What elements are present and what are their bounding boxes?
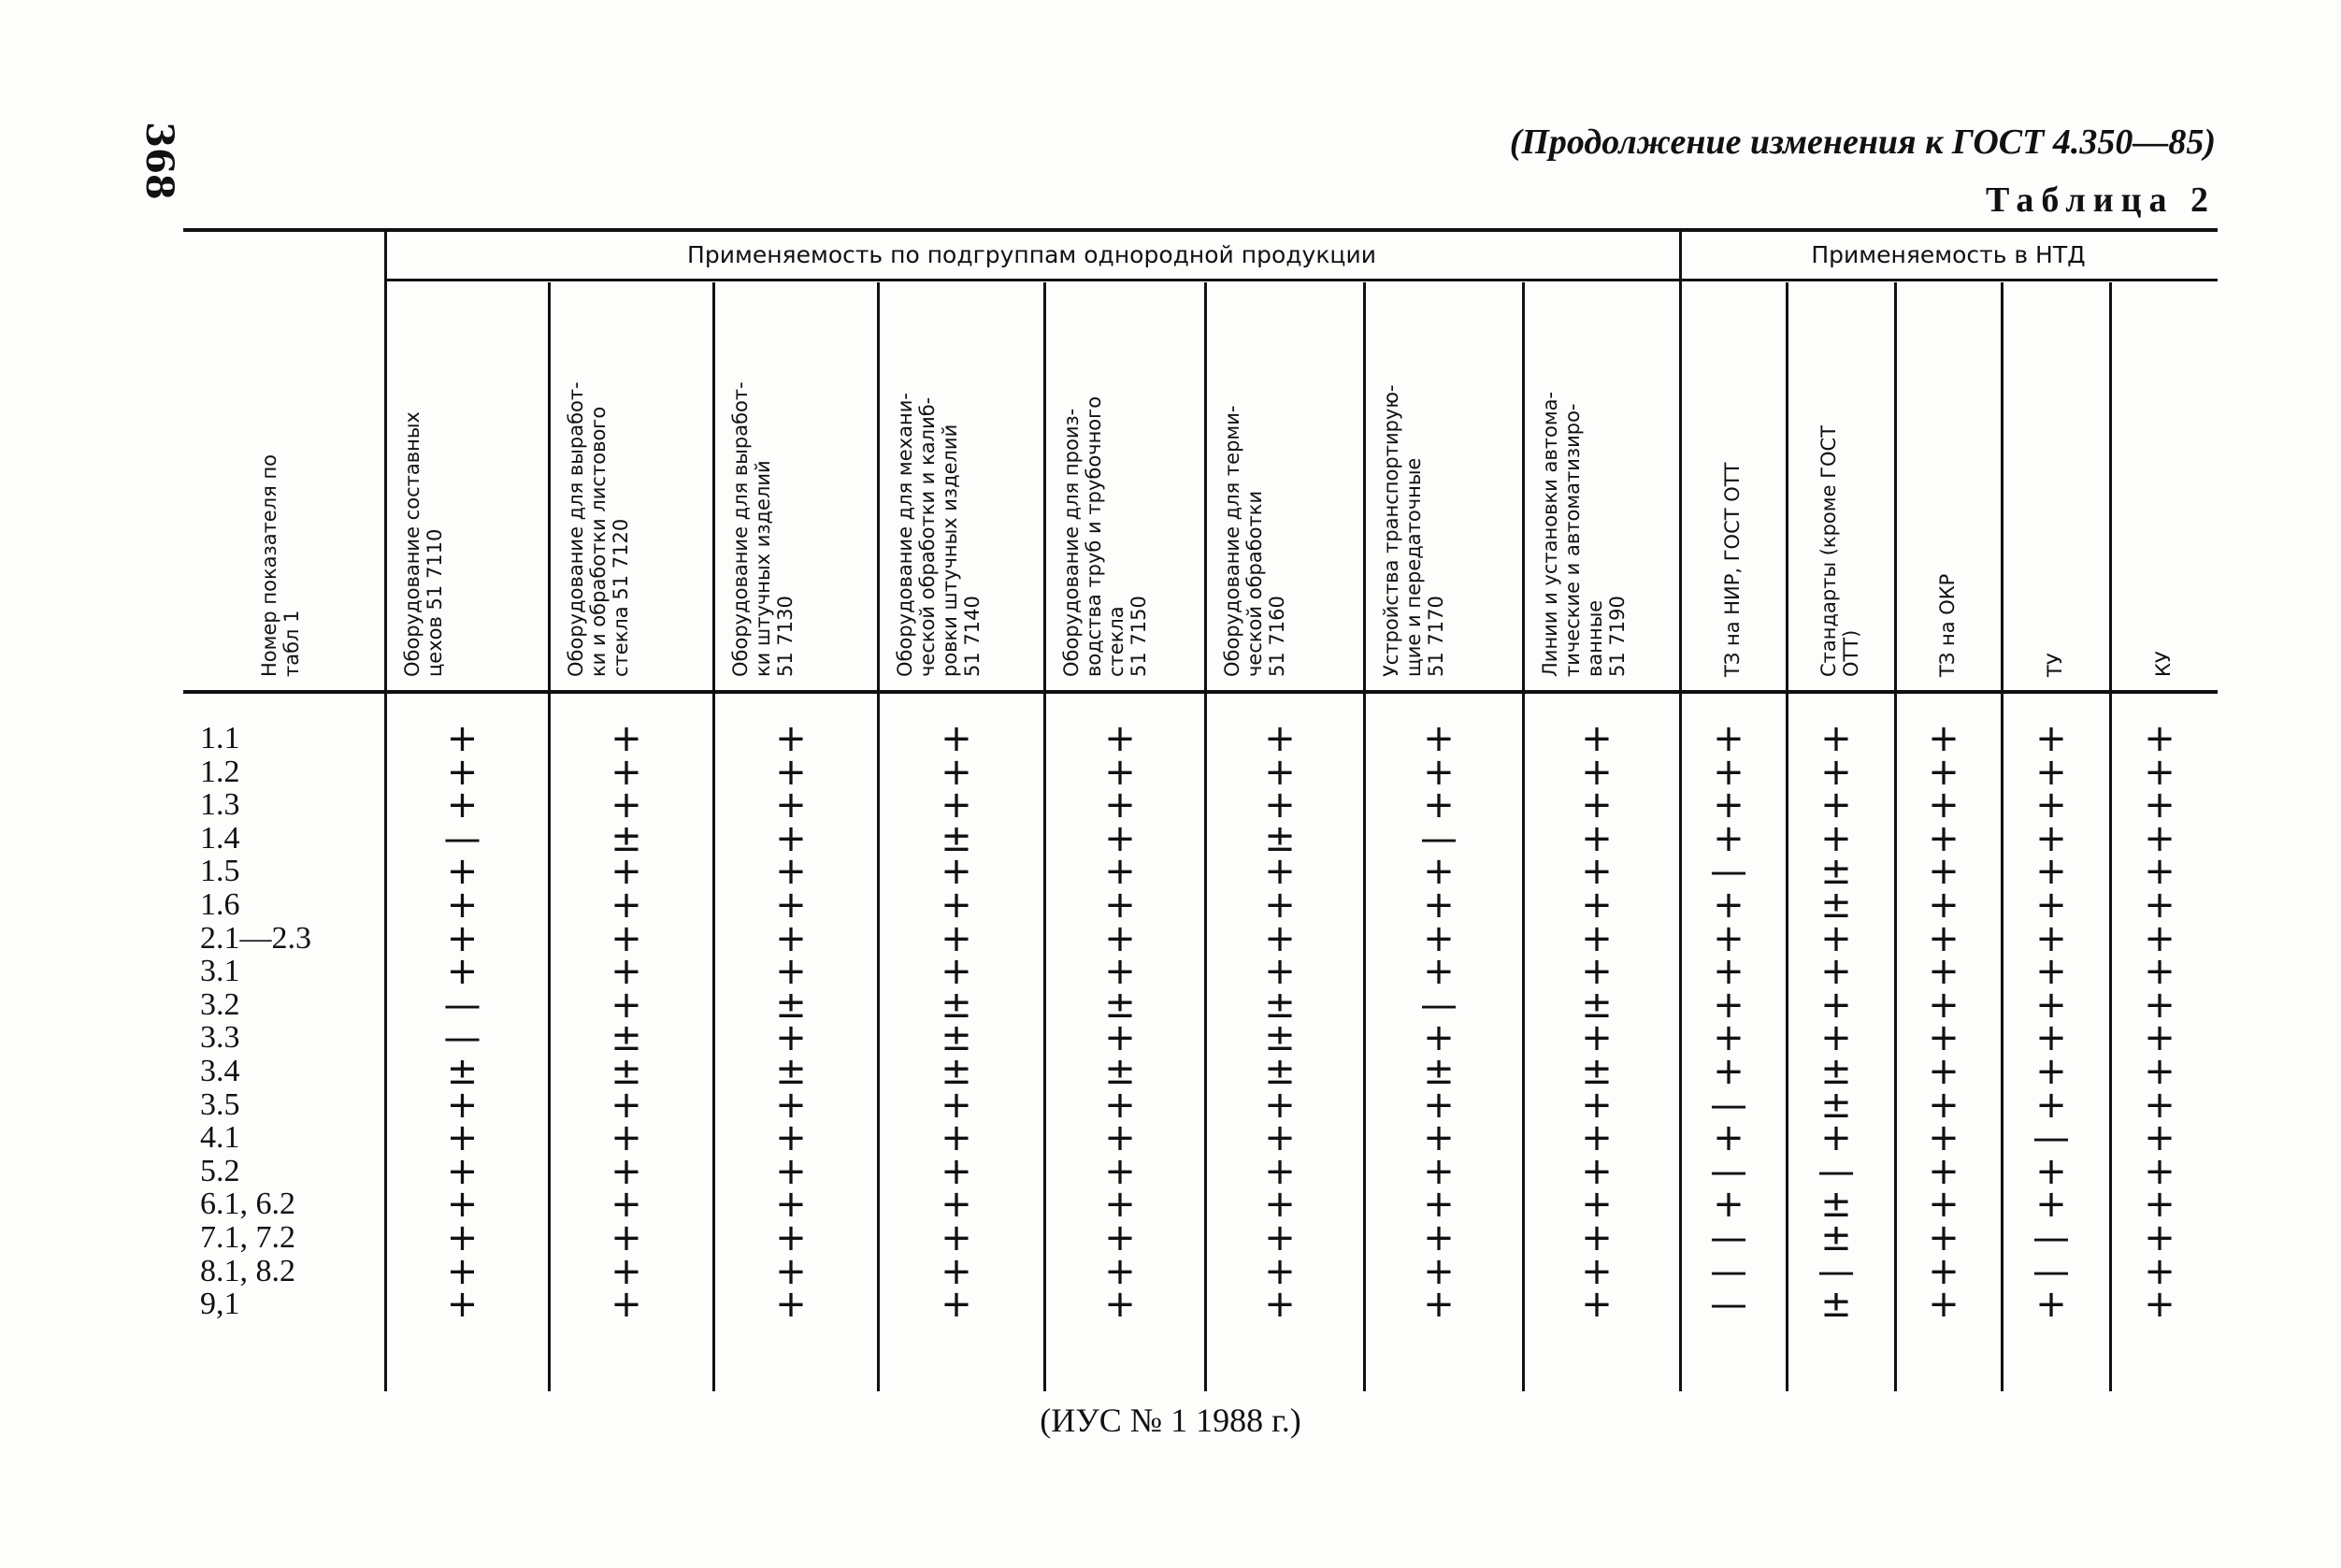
table-cell-mark: + <box>2144 884 2176 927</box>
table-cell-mark: + <box>1820 750 1852 794</box>
table-cell-mark: + <box>1264 916 1296 960</box>
table-cell-mark: + <box>941 750 972 794</box>
table-cell-mark: — <box>1817 1249 1855 1293</box>
page-number: 368 <box>137 122 181 200</box>
table-cell-mark: + <box>1820 1016 1852 1060</box>
column-header: Оборудование для выработ- ки и обработки листового стекла 51 7120 <box>565 381 632 677</box>
table-cell-mark: + <box>775 1283 807 1327</box>
table-cell-mark: + <box>1104 784 1136 827</box>
table-cell-mark: + <box>1820 1116 1852 1160</box>
table-cell-mark: + <box>1928 1249 1960 1293</box>
table-cell-mark: — <box>443 1016 481 1060</box>
table-cell-mark: + <box>1713 784 1745 827</box>
row-number: 1.5 <box>200 854 240 889</box>
table-cell-mark: + <box>2035 850 2067 894</box>
table-cell-mark: + <box>1928 1216 1960 1259</box>
row-number: 1.1 <box>200 721 240 755</box>
table-cell-mark: ± <box>1423 1050 1455 1093</box>
table-cell-mark: + <box>941 916 972 960</box>
table-cell-mark: ± <box>775 1050 807 1093</box>
table-cell-mark: + <box>1264 1116 1296 1160</box>
table-cell-mark: + <box>2144 1116 2176 1160</box>
table-cell-mark: + <box>1928 1016 1960 1060</box>
table-cell-mark: + <box>610 784 642 827</box>
table-cell-mark: — <box>1710 850 1747 894</box>
table-cell-mark: ± <box>941 1050 972 1093</box>
table-cell-mark: + <box>941 1249 972 1293</box>
table-cell-mark: + <box>1423 784 1455 827</box>
table-cell-mark: + <box>1104 717 1136 760</box>
table-cell-mark: + <box>446 950 479 994</box>
table-cell-mark: + <box>2144 784 2176 827</box>
table-cell-mark: + <box>1104 1016 1136 1060</box>
table-cell-mark: + <box>1928 1083 1960 1127</box>
column-divider <box>548 282 551 1391</box>
table-cell-mark: ± <box>610 1016 642 1060</box>
group-header-subgroups: Применяемость по подгруппам однородной продукции <box>687 241 1376 268</box>
column-divider <box>1363 282 1366 1391</box>
column-divider <box>1522 282 1525 1391</box>
table-cell-mark: + <box>1581 1216 1613 1259</box>
table-cell-mark: + <box>1928 1149 1960 1193</box>
footer-note: (ИУС № 1 1988 г.) <box>1040 1402 1301 1439</box>
table-cell-mark: + <box>1423 1149 1455 1193</box>
table-cell-mark: + <box>1581 950 1613 994</box>
row-number: 8.1, 8.2 <box>200 1253 295 1288</box>
row-number: 5.2 <box>200 1153 240 1188</box>
table-cell-mark: + <box>1928 916 1960 960</box>
group-header-ntd: Применяемость в НТД <box>1811 241 2086 268</box>
table-cell-mark: — <box>2032 1116 2070 1160</box>
table-cell-mark: + <box>1820 784 1852 827</box>
table-cell-mark: + <box>1104 1183 1136 1227</box>
table-cell-mark: + <box>1713 983 1745 1027</box>
table-cell-mark: + <box>1713 916 1745 960</box>
table-cell-mark: + <box>1581 884 1613 927</box>
table-cell-mark: ± <box>446 1050 479 1093</box>
table-cell-mark: + <box>775 717 807 760</box>
table-cell-mark: + <box>1423 750 1455 794</box>
table-cell-mark: + <box>446 1249 479 1293</box>
table-cell-mark: + <box>1928 884 1960 927</box>
row-number: 7.1, 7.2 <box>200 1220 295 1255</box>
table-cell-mark: + <box>775 784 807 827</box>
table-cell-mark: + <box>1713 750 1745 794</box>
table-cell-mark: + <box>1264 950 1296 994</box>
column-divider <box>877 282 880 1391</box>
table-cell-mark: + <box>1423 717 1455 760</box>
table-cell-mark: + <box>1581 850 1613 894</box>
table-cell-mark: + <box>610 1283 642 1327</box>
row-number: 2.1—2.3 <box>200 920 311 956</box>
table-cell-mark: + <box>1581 784 1613 827</box>
column-header: Номер показателя по табл 1 <box>258 453 303 677</box>
group-header-rule-right <box>1679 279 2218 281</box>
table-cell-mark: + <box>610 1083 642 1127</box>
table-cell-mark: + <box>446 784 479 827</box>
table-cell-mark: + <box>941 950 972 994</box>
header-bottom-rule <box>183 690 2218 694</box>
table-cell-mark: + <box>1423 850 1455 894</box>
table-cell-mark: — <box>1710 1216 1747 1259</box>
table-cell-mark: + <box>446 750 479 794</box>
table-cell-mark: + <box>1264 784 1296 827</box>
table-cell-mark: + <box>1928 1050 1960 1093</box>
table-cell-mark: + <box>2035 983 2067 1027</box>
table-cell-mark: + <box>1264 1149 1296 1193</box>
table-cell-mark: + <box>941 1216 972 1259</box>
table-cell-mark: + <box>2035 750 2067 794</box>
table-cell-mark: + <box>1581 1149 1613 1193</box>
column-header: ТЗ на НИР, ГОСТ ОТТ <box>1721 462 1744 677</box>
table-cell-mark: + <box>446 1216 479 1259</box>
table-cell-mark: + <box>2035 784 2067 827</box>
table-cell-mark: + <box>775 950 807 994</box>
table-cell-mark: + <box>1423 916 1455 960</box>
table-cell-mark: + <box>610 850 642 894</box>
table-cell-mark: + <box>1104 1083 1136 1127</box>
group-header-rule-left <box>384 279 1679 281</box>
table-cell-mark: + <box>941 884 972 927</box>
table-cell-mark: ± <box>941 816 972 860</box>
column-header: Оборудование для механи- ческой обработки и калиб- ровки штучных изделий 51 7140 <box>894 393 984 677</box>
table-cell-mark: + <box>2035 717 2067 760</box>
table-cell-mark: ± <box>1820 1183 1852 1227</box>
table-cell-mark: + <box>2144 1249 2176 1293</box>
table-cell-mark: + <box>1423 884 1455 927</box>
table-cell-mark: — <box>1710 1283 1747 1327</box>
table-cell-mark: + <box>1820 916 1852 960</box>
table-cell-mark: ± <box>1264 816 1296 860</box>
table-cell-mark: + <box>2144 983 2176 1027</box>
table-cell-mark: ± <box>775 983 807 1027</box>
table-cell-mark: + <box>610 1116 642 1160</box>
row-number: 6.1, 6.2 <box>200 1187 295 1222</box>
column-divider <box>712 282 715 1391</box>
table-cell-mark: + <box>2144 950 2176 994</box>
table-cell-mark: + <box>1423 950 1455 994</box>
table-cell-mark: + <box>941 1283 972 1327</box>
table-cell-mark: — <box>443 816 481 860</box>
table-cell-mark: — <box>1710 1083 1747 1127</box>
table-cell-mark: + <box>775 750 807 794</box>
row-number: 9,1 <box>200 1287 240 1322</box>
table-cell-mark: + <box>2144 850 2176 894</box>
table-cell-mark: + <box>610 1149 642 1193</box>
table-cell-mark: + <box>775 1149 807 1193</box>
table-cell-mark: + <box>1423 1016 1455 1060</box>
table-cell-mark: + <box>2035 1283 2067 1327</box>
column-header: Оборудование для терми- ческой обработки 51 7160 <box>1221 405 1288 677</box>
table-cell-mark: ± <box>1820 850 1852 894</box>
column-divider <box>1894 282 1897 1391</box>
table-cell-mark: + <box>610 717 642 760</box>
table-cell-mark: — <box>1420 983 1458 1027</box>
table-cell-mark: + <box>1928 950 1960 994</box>
column-header: Стандарты (кроме ГОСТ ОТТ) <box>1817 424 1862 677</box>
table-cell-mark: + <box>1713 1116 1745 1160</box>
row-number: 3.3 <box>200 1020 240 1056</box>
table-cell-mark: + <box>1713 717 1745 760</box>
table-cell-mark: — <box>2032 1249 2070 1293</box>
table-cell-mark: + <box>446 1283 479 1327</box>
table-cell-mark: + <box>1928 850 1960 894</box>
table-cell-mark: + <box>775 1216 807 1259</box>
table-cell-mark: + <box>2144 1216 2176 1259</box>
table-cell-mark: + <box>1713 1016 1745 1060</box>
table-cell-mark: + <box>1423 1083 1455 1127</box>
table-cell-mark: + <box>1264 1249 1296 1293</box>
table-cell-mark: + <box>1104 1216 1136 1259</box>
table-cell-mark: + <box>1713 1050 1745 1093</box>
table-cell-mark: + <box>1104 916 1136 960</box>
table-cell-mark: + <box>446 717 479 760</box>
table-cell-mark: + <box>941 1183 972 1227</box>
row-number: 1.4 <box>200 820 240 856</box>
table-cell-mark: + <box>941 784 972 827</box>
table-cell-mark: + <box>1928 983 1960 1027</box>
table-cell-mark: + <box>941 850 972 894</box>
table-cell-mark: + <box>1581 1083 1613 1127</box>
table-cell-mark: + <box>446 884 479 927</box>
table-cell-mark: ± <box>1820 1283 1852 1327</box>
table-cell-mark: ± <box>941 1016 972 1060</box>
table-cell-mark: + <box>941 1083 972 1127</box>
table-cell-mark: + <box>775 816 807 860</box>
table-cell-mark: + <box>1713 950 1745 994</box>
table-cell-mark: ± <box>1820 884 1852 927</box>
table-cell-mark: ± <box>610 816 642 860</box>
table-cell-mark: + <box>2035 950 2067 994</box>
table-cell-mark: + <box>610 1183 642 1227</box>
table-cell-mark: + <box>610 983 642 1027</box>
table-cell-mark: + <box>2144 816 2176 860</box>
table-cell-mark: + <box>1423 1216 1455 1259</box>
table-cell-mark: + <box>1264 717 1296 760</box>
table-cell-mark: ± <box>1581 983 1613 1027</box>
table-cell-mark: + <box>610 1249 642 1293</box>
table-cell-mark: + <box>1423 1249 1455 1293</box>
column-divider <box>2001 282 2003 1391</box>
table-cell-mark: + <box>1928 1283 1960 1327</box>
table-cell-mark: + <box>1423 1283 1455 1327</box>
table-cell-mark: + <box>941 1116 972 1160</box>
column-header: Оборудование для выработ- ки штучных изделий 51 7130 <box>729 381 797 677</box>
table-cell-mark: + <box>1104 884 1136 927</box>
table-top-rule <box>183 228 2218 232</box>
column-divider <box>1679 228 1682 1391</box>
table-cell-mark: + <box>1713 1183 1745 1227</box>
table-cell-mark: + <box>1104 750 1136 794</box>
table-cell-mark: + <box>2144 1183 2176 1227</box>
table-cell-mark: ± <box>1264 1016 1296 1060</box>
table-cell-mark: + <box>1713 884 1745 927</box>
table-cell-mark: + <box>1581 1283 1613 1327</box>
table-cell-mark: + <box>1264 850 1296 894</box>
table-cell-mark: ± <box>1104 1050 1136 1093</box>
table-cell-mark: + <box>2035 816 2067 860</box>
table-cell-mark: ± <box>1820 1050 1852 1093</box>
document-title: (Продолжение изменения к ГОСТ 4.350—85) <box>1509 122 2216 162</box>
column-divider <box>1204 282 1207 1391</box>
table-cell-mark: — <box>1710 1249 1747 1293</box>
table-cell-mark: + <box>1423 1183 1455 1227</box>
table-cell-mark: + <box>1820 816 1852 860</box>
table-cell-mark: + <box>1104 1149 1136 1193</box>
column-header: КУ <box>2152 651 2175 677</box>
table-cell-mark: + <box>1264 1283 1296 1327</box>
table-cell-mark: + <box>1264 884 1296 927</box>
table-cell-mark: + <box>2144 1050 2176 1093</box>
table-label: Таблица 2 <box>1985 180 2216 220</box>
table-cell-mark: + <box>446 1116 479 1160</box>
table-cell-mark: + <box>2144 1016 2176 1060</box>
column-header: Оборудование составных цехов 51 7110 <box>401 411 446 677</box>
table-cell-mark: + <box>775 916 807 960</box>
table-cell-mark: + <box>2144 717 2176 760</box>
table-cell-mark: + <box>1581 717 1613 760</box>
row-number: 1.2 <box>200 754 240 789</box>
table-cell-mark: + <box>1423 1116 1455 1160</box>
table-cell-mark: + <box>775 1016 807 1060</box>
table-cell-mark: + <box>610 1216 642 1259</box>
table-cell-mark: + <box>446 1083 479 1127</box>
row-number: 4.1 <box>200 1120 240 1156</box>
table-cell-mark: ± <box>610 1050 642 1093</box>
table-cell-mark: + <box>775 1083 807 1127</box>
column-header: ТУ <box>2044 653 2066 677</box>
table-cell-mark: + <box>775 1249 807 1293</box>
table-cell-mark: — <box>1420 816 1458 860</box>
table-cell-mark: + <box>1928 1183 1960 1227</box>
table-cell-mark: + <box>1104 850 1136 894</box>
table-cell-mark: + <box>1928 750 1960 794</box>
table-cell-mark: + <box>1581 1249 1613 1293</box>
table-cell-mark: + <box>775 884 807 927</box>
table-cell-mark: + <box>2144 1149 2176 1193</box>
table-cell-mark: + <box>1104 816 1136 860</box>
table-cell-mark: + <box>2144 750 2176 794</box>
table-cell-mark: + <box>775 850 807 894</box>
table-cell-mark: + <box>610 884 642 927</box>
table-cell-mark: + <box>610 950 642 994</box>
table-cell-mark: + <box>1581 1116 1613 1160</box>
table-cell-mark: — <box>443 983 481 1027</box>
table-cell-mark: + <box>1104 950 1136 994</box>
table-cell-mark: + <box>1104 1249 1136 1293</box>
table-cell-mark: + <box>941 717 972 760</box>
column-header: Устройства транспортирую- щие и передаточные 51 7170 <box>1380 384 1447 677</box>
table-cell-mark: + <box>1820 950 1852 994</box>
table-cell-mark: + <box>1264 1183 1296 1227</box>
table-cell-mark: + <box>2035 1183 2067 1227</box>
table-cell-mark: + <box>1581 1016 1613 1060</box>
table-cell-mark: + <box>1820 717 1852 760</box>
column-divider <box>1043 282 1046 1391</box>
table-cell-mark: + <box>2035 916 2067 960</box>
table-cell-mark: + <box>2035 1149 2067 1193</box>
table-cell-mark: + <box>1820 983 1852 1027</box>
table-cell-mark: ± <box>941 983 972 1027</box>
table-cell-mark: + <box>1581 750 1613 794</box>
table-cell-mark: + <box>1264 1216 1296 1259</box>
table-cell-mark: + <box>1713 816 1745 860</box>
row-number: 3.4 <box>200 1054 240 1088</box>
table-cell-mark: + <box>1264 1083 1296 1127</box>
table-cell-mark: + <box>1581 816 1613 860</box>
table-cell-mark: + <box>1264 750 1296 794</box>
table-cell-mark: + <box>2035 1083 2067 1127</box>
table-cell-mark: + <box>1104 1283 1136 1327</box>
table-cell-mark: — <box>1710 1149 1747 1193</box>
table-cell-mark: + <box>2144 1283 2176 1327</box>
table-cell-mark: + <box>446 1183 479 1227</box>
column-divider <box>1786 282 1788 1391</box>
table-cell-mark: + <box>610 916 642 960</box>
row-number: 1.6 <box>200 887 240 922</box>
table-cell-mark: + <box>1928 816 1960 860</box>
table-cell-mark: + <box>1104 1116 1136 1160</box>
table-cell-mark: ± <box>1820 1216 1852 1259</box>
table-cell-mark: + <box>775 1183 807 1227</box>
table-cell-mark: + <box>2035 1050 2067 1093</box>
table-cell-mark: ± <box>1264 1050 1296 1093</box>
row-number: 3.1 <box>200 954 240 989</box>
table-cell-mark: + <box>775 1116 807 1160</box>
table-cell-mark: + <box>446 1149 479 1193</box>
column-header: Оборудование для произ- водства труб и трубочного стекла 51 7150 <box>1060 396 1150 677</box>
column-header: ТЗ на ОКР <box>1936 573 1959 677</box>
table-cell-mark: ± <box>1104 983 1136 1027</box>
table-cell-mark: + <box>1581 1183 1613 1227</box>
table-cell-mark: + <box>446 916 479 960</box>
table-cell-mark: + <box>1928 1116 1960 1160</box>
row-number: 3.5 <box>200 1086 240 1122</box>
table-cell-mark: + <box>1928 717 1960 760</box>
column-divider <box>2109 282 2112 1391</box>
table-cell-mark: — <box>2032 1216 2070 1259</box>
table-cell-mark: ± <box>1820 1083 1852 1127</box>
table-cell-mark: + <box>1928 784 1960 827</box>
table-cell-mark: + <box>610 750 642 794</box>
table-cell-mark: ± <box>1264 983 1296 1027</box>
table-cell-mark: + <box>446 850 479 894</box>
column-divider <box>384 228 387 1391</box>
table-cell-mark: + <box>941 1149 972 1193</box>
table-cell-mark: ± <box>1581 1050 1613 1093</box>
row-number: 3.2 <box>200 986 240 1022</box>
table-cell-mark: — <box>1817 1149 1855 1193</box>
table-cell-mark: + <box>2144 916 2176 960</box>
table-cell-mark: + <box>2035 1016 2067 1060</box>
row-number: 1.3 <box>200 787 240 823</box>
column-header: Линии и установки автома- тические и автоматизиро- ванные 51 7190 <box>1539 391 1629 677</box>
table-cell-mark: + <box>1581 916 1613 960</box>
table-cell-mark: + <box>2144 1083 2176 1127</box>
table-cell-mark: + <box>2035 884 2067 927</box>
